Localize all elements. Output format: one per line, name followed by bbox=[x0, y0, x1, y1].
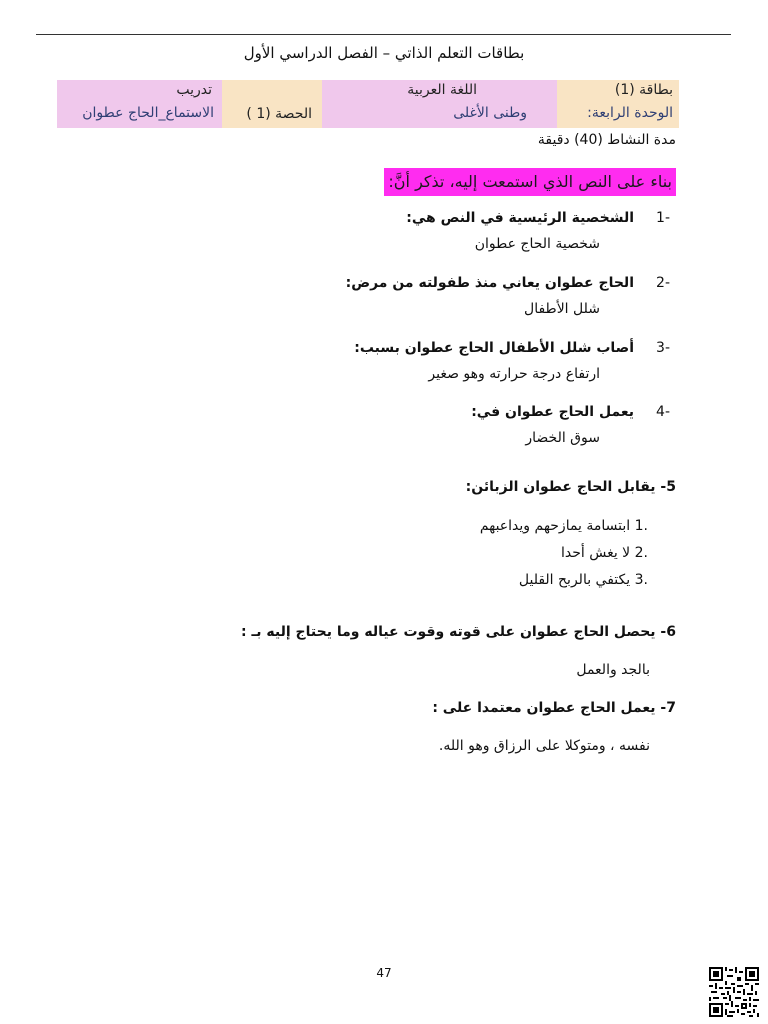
page-number: 47 bbox=[376, 966, 392, 980]
lesson-label: الحصة (1 ) bbox=[246, 106, 312, 122]
unit-label: الوحدة الرابعة: bbox=[587, 105, 673, 121]
question-number: -3 bbox=[656, 340, 670, 356]
question-2 bbox=[346, 275, 670, 291]
list-item: .2 لا يغش أحدا bbox=[561, 545, 648, 561]
page-header-title: بطاقات التعلم الذاتي – الفصل الدراسي الأول bbox=[243, 44, 525, 62]
question-number: -1 bbox=[656, 210, 670, 226]
question-6: 6- يحصل الحاج عطوان على قوته وقوت عياله وما يحتاج إليه بـ : bbox=[241, 624, 676, 640]
question-text: أصاب شلل الأطفال الحاج عطوان بسبب: bbox=[354, 340, 634, 356]
answer-3: ارتفاع درجة حرارته وهو صغير bbox=[428, 366, 600, 382]
qr-code-icon bbox=[709, 967, 759, 1017]
card-cell bbox=[557, 80, 679, 128]
answer-7: نفسه ، ومتوكلا على الرزاق وهو الله. bbox=[438, 738, 650, 754]
answer-2: شلل الأطفال bbox=[524, 301, 600, 317]
lesson-cell bbox=[222, 80, 322, 128]
header-rule bbox=[36, 34, 731, 35]
info-table bbox=[57, 80, 679, 128]
list-item: .3 يكتفي بالربح القليل bbox=[518, 572, 648, 588]
question-5: 5- يقابل الحاج عطوان الزبائن: bbox=[465, 479, 676, 495]
question-4 bbox=[471, 404, 670, 420]
unit-name: وطنى الأغلى bbox=[453, 105, 527, 121]
activity-duration: مدة النشاط (40) دقيقة bbox=[537, 132, 676, 148]
question-number: -4 bbox=[656, 404, 670, 420]
question-number: -2 bbox=[656, 275, 670, 291]
subject-cell bbox=[322, 80, 557, 128]
card-label: بطاقة (1) bbox=[614, 82, 673, 98]
answer-1: شخصية الحاج عطوان bbox=[474, 236, 600, 252]
topic-label: الاستماع_الحاج عطوان bbox=[82, 105, 214, 121]
question-3 bbox=[354, 340, 670, 356]
instruction-banner: بناء على النص الذي استمعت إليه، تذكر أنَّ: bbox=[384, 168, 676, 196]
subject-label: اللغة العربية bbox=[407, 82, 477, 98]
question-text: الشخصية الرئيسية في النص هي: bbox=[406, 210, 634, 226]
question-1 bbox=[406, 210, 670, 226]
answer-4: سوق الخضار bbox=[525, 430, 600, 446]
answer-6: بالجد والعمل bbox=[576, 662, 650, 678]
type-cell bbox=[57, 80, 222, 128]
type-label: تدريب bbox=[176, 82, 212, 98]
question-text: يعمل الحاج عطوان في: bbox=[471, 404, 634, 420]
question-text: الحاج عطوان يعاني منذ طفولته من مرض: bbox=[345, 275, 634, 291]
list-item: .1 ابتسامة يمازحهم ويداعبهم bbox=[479, 518, 648, 534]
question-7: 7- يعمل الحاج عطوان معتمدا على : bbox=[432, 700, 676, 716]
